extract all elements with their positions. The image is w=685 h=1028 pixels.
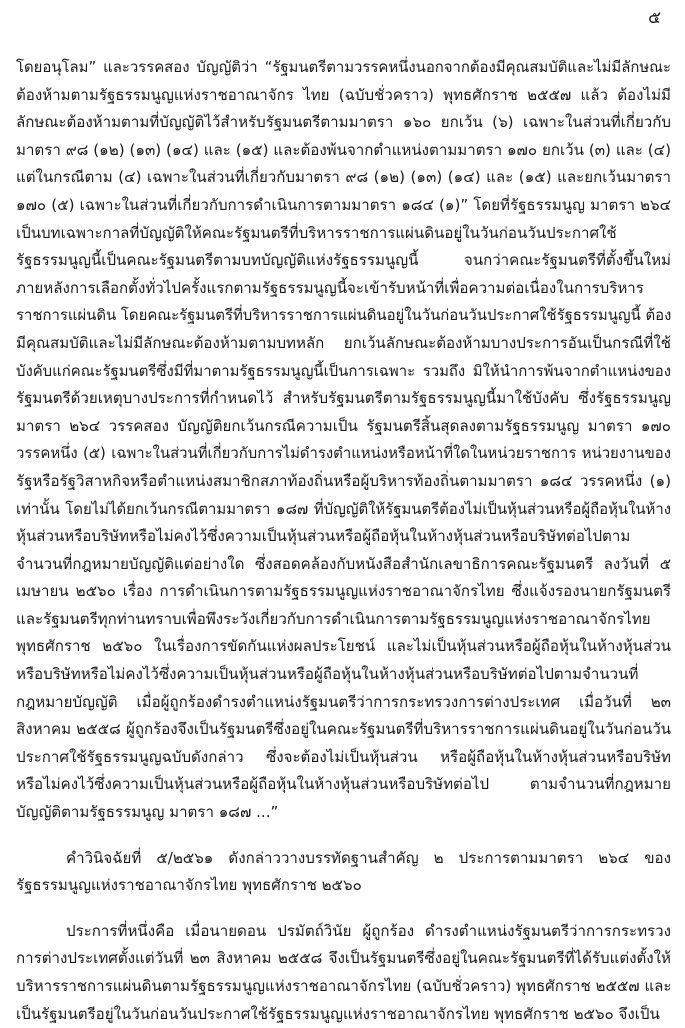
text-line: จำนวนที่กฎหมายบัญญัติแต่อย่างใด ซึ่งสอดคล้องกับหนังสือสำนักเลขาธิการคณะรัฐมนตรี ลงวันที่ ๕ xyxy=(16,554,671,573)
text-line: แต่ในกรณีตาม (๔) เฉพาะในส่วนที่เกี่ยวกับมาตรา ๙๘ (๑๒) (๑๓) (๑๔) และ (๑๕) และยกเว้นมาตรา xyxy=(16,168,671,187)
text-line: มีคุณสมบัติและไม่มีลักษณะต้องห้ามตามบทหลัก ยกเว้นลักษณะต้องห้ามบางประการอันเป็นกรณีที่ใช้ xyxy=(16,333,671,352)
paragraph-ruling-summary xyxy=(16,845,671,900)
text-line: หรือบริษัทหรือไม่คงไว้ซึ่งความเป็นหุ้นส่วนหรือผู้ถือหุ้นในห้างหุ้นส่วนหรือบริษัทต่อไปตามจำนวนที่ xyxy=(16,665,639,684)
text-line: วรรคหนึ่ง (๕) เฉพาะในส่วนที่เกี่ยวกับการไม่ดำรงตำแหน่งหรือหน้าที่ใดในหน่วยราชการ หน่วยงานของ xyxy=(16,444,671,463)
text-line: ต้องห้ามตามรัฐธรรมนูญแห่งราชอาณาจักร ไทย (ฉบับชั่วคราว) พุทธศักราช ๒๕๕๗ แล้ว ต้องไม่มี xyxy=(16,85,671,104)
text-line: ภายหลังการเลือกตั้งทั่วไปครั้งแรกตามรัฐธรรมนูญนี้จะเข้ารับหน้าที่เพื่อความต่อเนื่องในการบริหาร xyxy=(16,278,644,297)
paragraph-quote-continuation xyxy=(16,54,671,827)
document-body xyxy=(16,54,671,1028)
text-line: โดยอนุโลม” และวรรคสอง บัญญัติว่า “รัฐมนตรีตามวรรคหนึ่งนอกจากต้องมีคุณสมบัติและไม่มีลักษณะ xyxy=(16,58,671,76)
text-line: บัญญัติตามรัฐธรรมนูญ มาตรา ๑๘๗ ...” xyxy=(16,803,279,822)
text-line: ๑๗๐ (๕) เฉพาะในส่วนที่เกี่ยวกับการดำเนินการตามมาตรา ๑๘๔ (๑)” โดยที่รัฐธรรมนูญ มาตรา ๒๖๔ xyxy=(16,195,671,214)
text-line: เมษายน ๒๕๖๐ เรื่อง การดำเนินการตามรัฐธรรมนูญแห่งราชอาณาจักรไทย ซึ่งแจ้งรองนายกรัฐมนตรี xyxy=(16,582,671,601)
paragraph-gap xyxy=(16,827,671,845)
text-line: และรัฐมนตรีทุกท่านทราบเพื่อพึงระวังเกี่ยวกับการดำเนินการตามรัฐธรรมนูญแห่งราชอาณาจักรไทย xyxy=(16,609,651,628)
text-line: มาตรา ๒๖๔ วรรคสอง บัญญัติยกเว้นกรณีความเป็น รัฐมนตรีสิ้นสุดลงตามรัฐธรรมนูญ มาตรา ๑๗๐ xyxy=(16,416,671,435)
text-line: กฎหมายบัญญัติ เมื่อผู้ถูกร้องดำรงตำแหน่งรัฐมนตรีว่าการกระทรวงการต่างประเทศ เมื่อวันที่ ๒๓ xyxy=(16,692,671,711)
text-line: บริหารราชการแผ่นดินตามรัฐธรรมนูญแห่งราชอาณาจักรไทย (ฉบับชั่วคราว) พุทธศักราช ๒๕๕๗ และ xyxy=(16,977,672,995)
text-line: เท่านั้น โดยไม่ได้ยกเว้นกรณีตามมาตรา ๑๘๗ ที่บัญญัติให้รัฐมนตรีต้องไม่เป็นหุ้นส่วนหรือผู้ถือหุ้นในห้าง xyxy=(16,499,671,518)
text-line: เป็นบทเฉพาะกาลที่บัญญัติให้คณะรัฐมนตรีที่บริหารราชการแผ่นดินอยู่ในวันก่อนวันประกาศใช้ xyxy=(16,223,617,242)
text-line: รัฐหรือรัฐวิสาหกิจหรือตำแหน่งสมาชิกสภาท้องถิ่นหรือผู้บริหารท้องถิ่นตามมาตรา ๑๘๔ วรรคหนึ่ง (๑) xyxy=(16,471,671,490)
page-number: ๕ xyxy=(648,8,661,28)
text-line: หุ้นส่วนหรือบริษัทหรือไม่คงไว้ซึ่งความเป็นหุ้นส่วนหรือผู้ถือหุ้นในห้างหุ้นส่วนหรือบริษัทต่อไปตาม xyxy=(16,527,631,546)
text-line: เป็นรัฐมนตรีอยู่ในวันก่อนวันประกาศใช้รัฐธรรมนูญแห่งราชอาณาจักรไทย พุทธศักราช ๒๕๖๐ จึงเป็น xyxy=(16,1004,660,1023)
text-line: พุทธศักราช ๒๕๖๐ ในเรื่องการขัดกันแห่งผลประโยชน์ และไม่เป็นหุ้นส่วนหรือผู้ถือหุ้นในห้างหุ้นส่วน xyxy=(16,637,671,656)
text-line: สิงหาคม ๒๕๕๘ ผู้ถูกร้องจึงเป็นรัฐมนตรีซึ่งอยู่ในคณะรัฐมนตรีที่บริหารราชการแผ่นดินอยู่ในวันก่อนวัน xyxy=(16,720,671,739)
text-line: รัฐธรรมนูญนี้เป็นคณะรัฐมนตรีตามบทบัญญัติแห่งรัฐธรรมนูญนี้ จนกว่าคณะรัฐมนตรีที่ตั้งขึ้นใหม่ xyxy=(16,251,671,270)
text-line: ราชการแผ่นดิน โดยคณะรัฐมนตรีที่บริหารราชการแผ่นดินอยู่ในวันก่อนวันประกาศใช้รัฐธรรมนูญนี้ ต้อง xyxy=(16,306,672,325)
paragraph-first-principle xyxy=(16,918,671,1028)
text-line: บังคับแก่คณะรัฐมนตรีซึ่งมีที่มาตามรัฐธรรมนูญนี้เป็นการเฉพาะ รวมถึง มิให้นำการพ้นจากตำแหน่งของ xyxy=(16,361,671,380)
text-line: ประการที่หนึ่งคือ เมื่อนายดอน ปรมัตถ์วินัย ผู้ถูกร้อง ดำรงตำแหน่งรัฐมนตรีว่าการกระทรวง xyxy=(66,921,671,940)
text-line: หรือไม่คงไว้ซึ่งความเป็นหุ้นส่วนหรือผู้ถือหุ้นในห้างหุ้นส่วนหรือบริษัทต่อไป ตามจำนวนที่กฎหมาย xyxy=(16,775,671,794)
text-line: การต่างประเทศตั้งแต่วันที่ ๒๓ สิงหาคม ๒๕๕๘ จึงเป็นรัฐมนตรีซึ่งอยู่ในคณะรัฐมนตรีที่ได้รับแต่งตั้งให้ xyxy=(16,949,671,968)
text-line: รัฐมนตรีด้วยเหตุบางประการที่กำหนดไว้ สำหรับรัฐมนตรีตามรัฐธรรมนูญนี้มาใช้บังคับ ซึ่งรัฐธรรมนูญ xyxy=(16,389,671,408)
text-line: คำวินิจฉัยที่ ๕/๒๕๖๑ ดังกล่าววางบรรทัดฐานสำคัญ ๒ ประการตามมาตรา ๒๖๔ ของ xyxy=(66,848,671,867)
text-line: รัฐธรรมนูญแห่งราชอาณาจักรไทย พุทธศักราช ๒๕๖๐ xyxy=(16,876,362,895)
text-line: ประกาศใช้รัฐธรรมนูญฉบับดังกล่าว ซึ่งจะต้องไม่เป็นหุ้นส่วน หรือผู้ถือหุ้นในห้างหุ้นส่วนหรือบริษัท xyxy=(16,747,671,766)
text-line: มาตรา ๙๘ (๑๒) (๑๓) (๑๔) และ (๑๕) และต้องพ้นจากตำแหน่งตามมาตรา ๑๗๐ ยกเว้น (๓) และ (๔) xyxy=(16,140,671,159)
text-line: ลักษณะต้องห้ามตามที่บัญญัติไว้สำหรับรัฐมนตรีตามมาตรา ๑๖๐ ยกเว้น (๖) เฉพาะในส่วนที่เกี่ยวกับ xyxy=(16,113,671,132)
paragraph-gap xyxy=(16,900,671,918)
